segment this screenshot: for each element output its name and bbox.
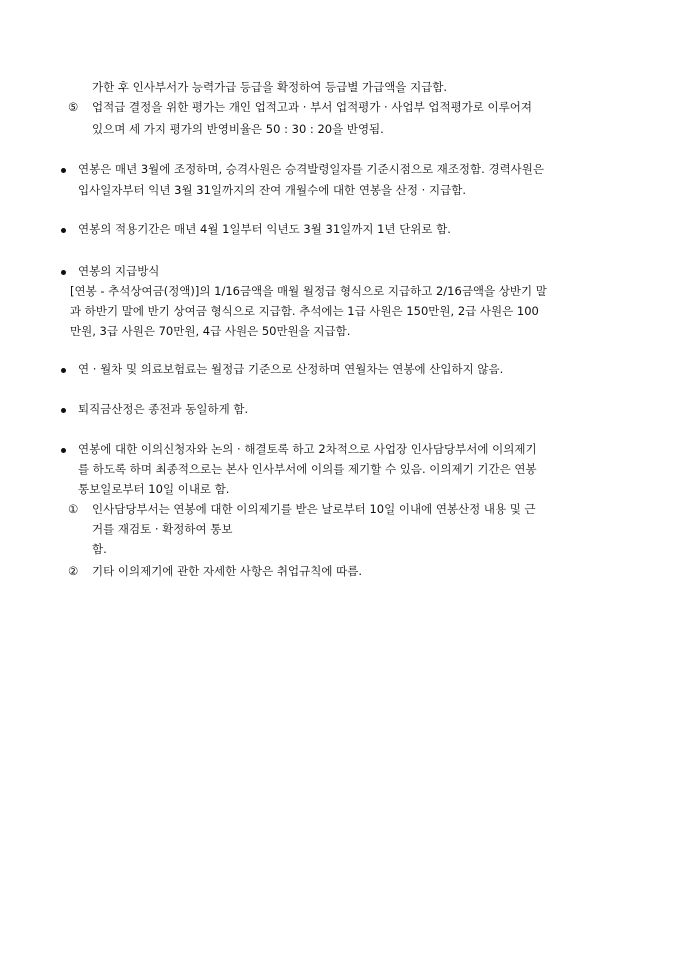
bullet-2-dot (61, 228, 66, 233)
bullet-3-line-2: [연봉 - 추석상여금(정액)]의 1/16금액을 매월 월정급 형식으로 지급하고 2/16금액을 상반기 말 (70, 284, 547, 298)
bullet-1-line-1: 연봉은 매년 3월에 조정하며, 승격사원은 승격발령일자를 기준시점으로 재조정함. 경력사원은 (78, 162, 545, 176)
bullet-5-dot (61, 408, 66, 413)
bullet-4-line-1: 연 · 월차 및 의료보험료는 월정급 기준으로 산정하며 연월차는 연봉에 산입하지 않음. (78, 362, 504, 376)
bullet-2-line-1: 연봉의 적용기간은 매년 4월 1일부터 익년도 3월 31일까지 1년 단위로 함. (78, 222, 451, 236)
sub-item-1-line-1: 인사담당부서는 연봉에 대한 이의제기를 받은 날로부터 10일 이내에 연봉산정 내용 및 근 (92, 502, 536, 516)
bullet-3-line-1: 연봉의 지급방식 (78, 264, 160, 278)
item-5-line-1: 업적급 결정을 위한 평가는 개인 업적고과 · 부서 업적평가 · 사업부 업적평가로 이루어져 (92, 100, 532, 114)
bullet-6-line-2: 를 하도록 하며 최종적으로는 본사 인사부서에 이의를 제기할 수 있음. 이의제기 기간은 연봉 (78, 462, 537, 476)
sub-item-1-line-2: 거를 재검토 · 확정하여 통보 (92, 522, 233, 536)
bullet-4-dot (61, 368, 66, 373)
bullet-6-line-1: 연봉에 대한 이의신청자와 논의 · 해결토록 하고 2차적으로 사업장 인사담당부서에 이의제기 (78, 442, 537, 456)
sub-item-2-marker: ② (68, 564, 79, 578)
bullet-6-dot (61, 448, 66, 453)
bullet-3-dot (61, 270, 66, 275)
continuation-line: 가한 후 인사부서가 능력가급 등급을 확정하여 등급별 가급액을 지급함. (92, 80, 448, 94)
bullet-3-line-3: 과 하반기 말에 반기 상여금 형식으로 지급함. 추석에는 1급 사원은 150만원, 2급 사원은 100 (70, 304, 539, 318)
sub-item-2-line-1: 기타 이의제기에 관한 자세한 사항은 취업규칙에 따름. (92, 564, 362, 578)
sub-item-1-line-3: 함. (92, 542, 107, 556)
item-5-line-2: 있으며 세 가지 평가의 반영비율은 50 : 30 : 20을 반영됨. (92, 122, 384, 136)
bullet-1-line-2: 입사일자부터 익년 3월 31일까지의 잔여 개월수에 대한 연봉을 산정 · 지급함. (78, 183, 466, 197)
bullet-3-line-4: 만원, 3급 사원은 70만원, 4급 사원은 50만원을 지급함. (70, 324, 351, 338)
item-5-marker: ⑤ (68, 100, 79, 114)
sub-item-1-marker: ① (68, 502, 79, 516)
bullet-6-line-3: 통보일로부터 10일 이내로 함. (78, 482, 230, 496)
bullet-1-dot (61, 168, 66, 173)
bullet-5-line-1: 퇴직금산정은 종전과 동일하게 함. (78, 402, 249, 416)
